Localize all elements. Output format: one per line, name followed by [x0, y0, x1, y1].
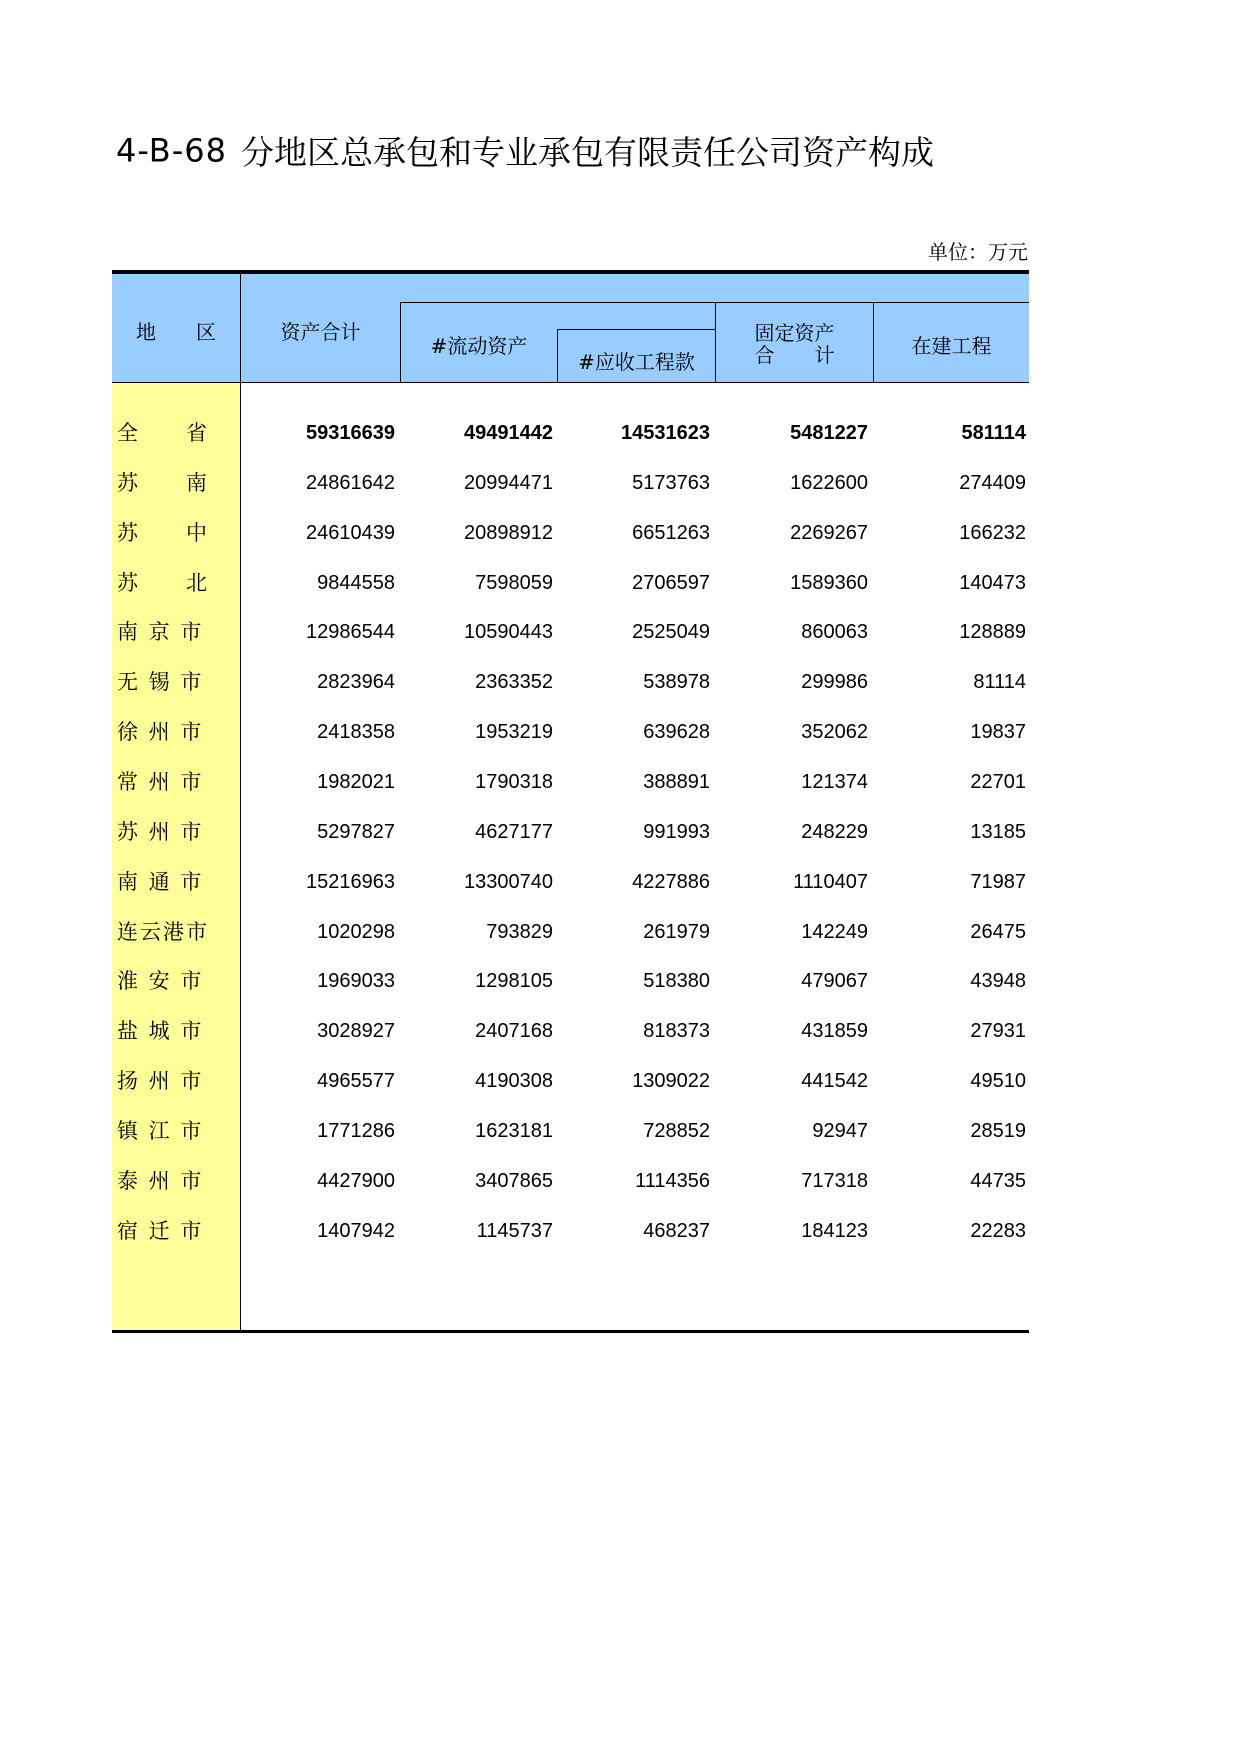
fixed-assets-value: 184123	[801, 1219, 868, 1242]
fixed-assets-value: 441542	[801, 1070, 868, 1093]
region-name: 徐 州 市	[117, 720, 204, 745]
construction-value: 81114	[973, 671, 1026, 694]
receivables-value: 261979	[643, 920, 710, 943]
table-row	[112, 508, 1029, 558]
table-row	[112, 458, 1029, 508]
total-assets-value: 15216963	[306, 870, 395, 893]
total-assets-value: 1771286	[317, 1119, 395, 1142]
region-name: 南 京 市	[117, 620, 204, 645]
total-assets-value: 2418358	[317, 721, 395, 744]
total-assets-value: 59316639	[306, 422, 395, 444]
region-name: 连云港市	[117, 919, 209, 944]
receivables-value: 728852	[643, 1119, 710, 1142]
header-construction: 在建工程	[911, 334, 992, 358]
region-name: 苏 中	[117, 520, 209, 545]
receivables-value: 1114356	[635, 1169, 710, 1192]
construction-value: 140473	[959, 571, 1026, 594]
table-row	[112, 1106, 1029, 1156]
region-name: 无 锡 市	[117, 670, 204, 695]
current-assets-value: 4627177	[475, 820, 553, 843]
receivables-value: 468237	[643, 1219, 710, 1242]
total-assets-value: 1020298	[317, 920, 395, 943]
table-header	[112, 274, 1029, 383]
construction-value: 22701	[970, 770, 1026, 793]
fixed-assets-value: 431859	[801, 1020, 868, 1043]
current-assets-value: 2407168	[475, 1020, 553, 1043]
fixed-assets-value: 479067	[801, 970, 868, 993]
receivables-value: 6651263	[632, 521, 710, 544]
current-assets-value: 1790318	[475, 770, 553, 793]
construction-value: 19837	[970, 721, 1026, 744]
table-row	[112, 956, 1029, 1006]
total-assets-value: 12986544	[306, 621, 395, 644]
header-rule-sub	[557, 329, 715, 330]
current-assets-value: 10590443	[464, 621, 553, 644]
table-row	[112, 558, 1029, 608]
receivables-value: 5173763	[632, 471, 710, 494]
construction-value: 49510	[970, 1070, 1026, 1093]
total-assets-value: 1969033	[317, 970, 395, 993]
receivables-value: 2525049	[632, 621, 710, 644]
table-row	[112, 757, 1029, 807]
region-name: 盐 城 市	[117, 1019, 204, 1044]
total-assets-value: 4965577	[317, 1070, 395, 1093]
fixed-assets-value: 299986	[801, 671, 868, 694]
region-name: 苏 北	[117, 570, 209, 595]
region-name: 扬 州 市	[117, 1069, 204, 1094]
total-assets-value: 1407942	[317, 1219, 395, 1242]
receivables-value: 2706597	[632, 571, 710, 594]
receivables-value: 14531623	[621, 422, 710, 444]
total-assets-value: 24610439	[306, 521, 395, 544]
table-row	[112, 1156, 1029, 1206]
header-receivables: #应收工程款	[578, 350, 695, 374]
receivables-value: 818373	[643, 1020, 710, 1043]
fixed-assets-value: 5481227	[790, 422, 868, 444]
region-name: 苏 南	[117, 470, 209, 495]
table-row	[112, 1056, 1029, 1106]
construction-value: 44735	[970, 1169, 1026, 1192]
receivables-value: 991993	[643, 820, 710, 843]
fixed-assets-value: 1622600	[790, 471, 868, 494]
region-name: 宿 迁 市	[117, 1218, 204, 1243]
total-assets-value: 2823964	[317, 671, 395, 694]
fixed-assets-value: 1589360	[790, 571, 868, 594]
table-row	[112, 1206, 1029, 1256]
receivables-value: 388891	[643, 770, 710, 793]
fixed-assets-value: 121374	[801, 770, 868, 793]
total-assets-value: 24861642	[306, 471, 395, 494]
table-row	[112, 707, 1029, 757]
total-assets-value: 4427900	[317, 1169, 395, 1192]
current-assets-value: 3407865	[475, 1169, 553, 1192]
header-region: 地 区	[136, 320, 216, 344]
receivables-value: 639628	[643, 721, 710, 744]
construction-value: 43948	[970, 970, 1026, 993]
region-name: 全 省	[117, 421, 209, 445]
region-name: 镇 江 市	[117, 1118, 204, 1143]
fixed-assets-value: 860063	[801, 621, 868, 644]
header-fixed-assets-line1: 固定资产	[754, 321, 835, 345]
total-assets-value: 9844558	[317, 571, 395, 594]
construction-value: 27931	[970, 1020, 1026, 1043]
current-assets-value: 1298105	[475, 970, 553, 993]
total-assets-value: 3028927	[317, 1020, 395, 1043]
table-row	[112, 857, 1029, 907]
construction-value: 13185	[970, 820, 1026, 843]
fixed-assets-value: 92947	[812, 1119, 868, 1142]
current-assets-value: 13300740	[464, 870, 553, 893]
current-assets-value: 793829	[486, 920, 553, 943]
unit-label: 单位：万元	[928, 240, 1028, 264]
table-row	[112, 1006, 1029, 1056]
region-name: 淮 安 市	[117, 969, 204, 994]
current-assets-value: 2363352	[475, 671, 553, 694]
region-name: 苏 州 市	[117, 819, 204, 844]
construction-value: 166232	[959, 521, 1026, 544]
table-bottom-rule	[112, 1330, 1029, 1333]
construction-value: 22283	[970, 1219, 1026, 1242]
fixed-assets-value: 2269267	[790, 521, 868, 544]
header-total-assets: 资产合计	[280, 320, 361, 344]
region-name: 常 州 市	[117, 769, 204, 794]
fixed-assets-value: 142249	[801, 920, 868, 943]
table-row	[112, 607, 1029, 657]
construction-value: 28519	[970, 1119, 1026, 1142]
table-row	[112, 807, 1029, 857]
construction-value: 274409	[959, 471, 1026, 494]
table-row	[112, 408, 1029, 458]
fixed-assets-value: 717318	[801, 1169, 868, 1192]
fixed-assets-value: 352062	[801, 721, 868, 744]
fixed-assets-value: 248229	[801, 820, 868, 843]
current-assets-value: 4190308	[475, 1070, 553, 1093]
receivables-value: 518380	[643, 970, 710, 993]
table-code: 4-B-68	[116, 131, 227, 170]
construction-value: 128889	[959, 621, 1026, 644]
current-assets-value: 49491442	[464, 422, 553, 444]
construction-value: 26475	[970, 920, 1026, 943]
region-name: 泰 州 市	[117, 1168, 204, 1193]
total-assets-value: 1982021	[317, 770, 395, 793]
current-assets-value: 20994471	[464, 471, 553, 494]
receivables-value: 1309022	[632, 1070, 710, 1093]
current-assets-value: 7598059	[475, 571, 553, 594]
total-assets-value: 5297827	[317, 820, 395, 843]
region-name: 南 通 市	[117, 869, 204, 894]
current-assets-value: 20898912	[464, 521, 553, 544]
table-row	[112, 657, 1029, 707]
fixed-assets-value: 1110407	[793, 870, 868, 893]
current-assets-value: 1953219	[475, 721, 553, 744]
table-title-text: 分地区总承包和专业承包有限责任公司资产构成	[240, 133, 934, 172]
receivables-value: 4227886	[632, 870, 710, 893]
receivables-value: 538978	[643, 671, 710, 694]
current-assets-value: 1623181	[475, 1119, 553, 1142]
construction-value: 71987	[970, 870, 1026, 893]
header-current-assets: #流动资产	[430, 334, 528, 358]
construction-value: 581114	[961, 422, 1026, 444]
header-fixed-assets	[716, 322, 873, 366]
table-title	[116, 127, 934, 171]
header-fixed-assets-line2: 合 计	[754, 343, 835, 367]
current-assets-value: 1145737	[476, 1219, 553, 1242]
table-row	[112, 907, 1029, 957]
